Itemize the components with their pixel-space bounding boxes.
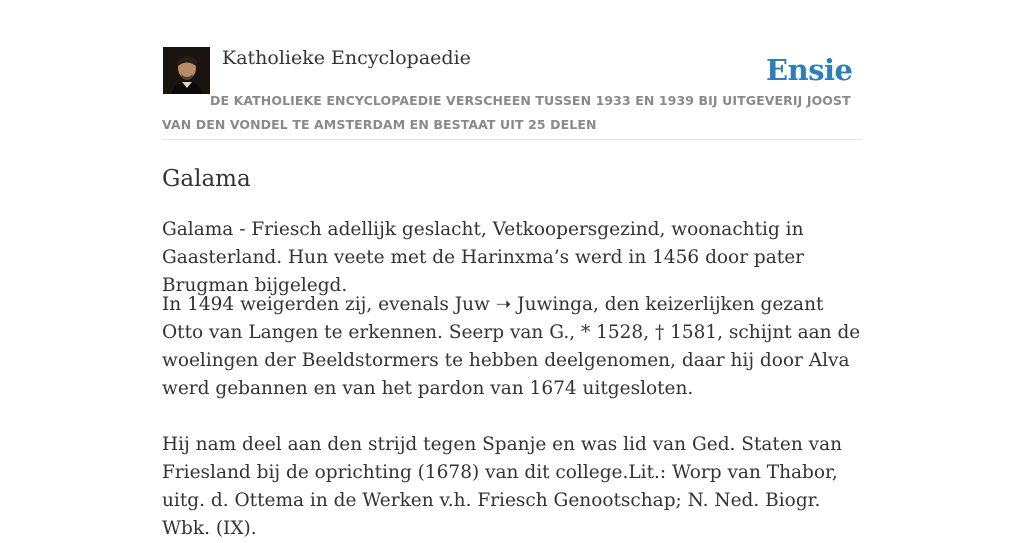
site-title[interactable]: Katholieke Encyclopaedie	[222, 47, 471, 69]
ensie-logo[interactable]: Ensie	[766, 53, 853, 87]
article-paragraph: In 1494 weigerden zij, evenals Juw ➝ Juwinga, den keizerlijken gezant Otto van Langen te erkennen. Seerp van G., * 1528, † 1581, schijnt aan de woelingen der Beeldstormers te hebben deelgenomen, daar hij door Alva werd gebannen en van het pardon van 1674 uitgesloten.	[162, 294, 861, 399]
site-tagline: DE KATHOLIEKE ENCYCLOPAEDIE VERSCHEEN TUSSEN 1933 EN 1939 BIJ UITGEVERIJ JOOST VAN DEN VONDEL TE AMSTERDAM EN BESTAAT UIT 25 DELEN	[162, 93, 851, 132]
article-paragraph: Hij nam deel aan den strijd tegen Spanje en was lid van Ged. Staten van Friesland bij de oprichting (1678) van dit college.Lit.: Worp van Thabor, uitg. d. Ottema in de Werken v.h. Friesch Genootschap; N. Ned. Biogr. Wbk. (IX).	[162, 434, 843, 539]
avatar-portrait-icon[interactable]	[163, 47, 210, 94]
article-title: Galama	[162, 166, 251, 192]
article-paragraph: Galama - Friesch adellijk geslacht, Vetkoopersgezind, woonachtig in Gaasterland. Hun veete met de Harinxma’s werd in 1456 door pater Brugman bijgelegd.	[162, 219, 805, 296]
header-divider	[162, 139, 862, 140]
